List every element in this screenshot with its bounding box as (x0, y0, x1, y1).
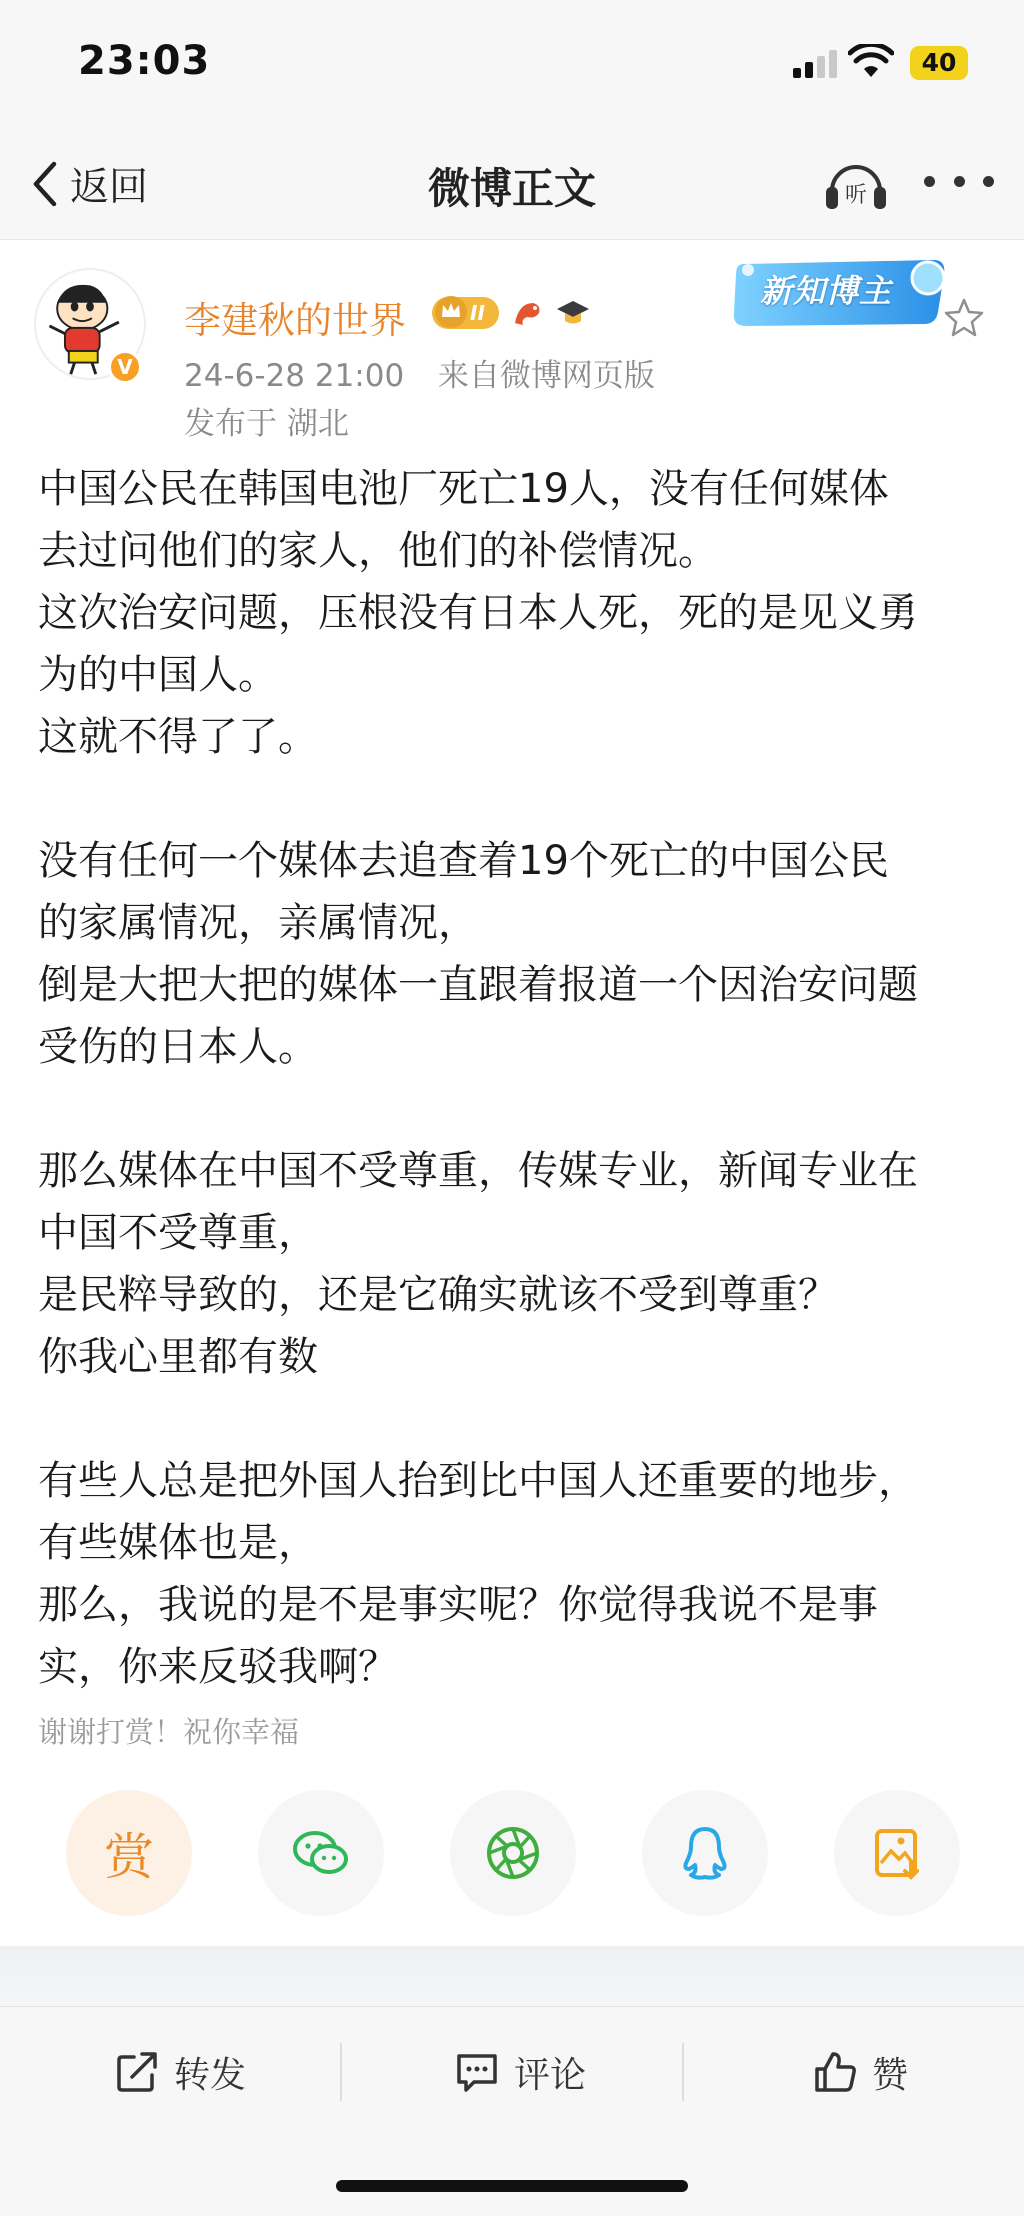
share-moments-button[interactable] (450, 1790, 576, 1916)
level-badge[interactable] (432, 297, 499, 329)
comment-label: 评论 (513, 2054, 586, 2096)
author-name[interactable]: 李建秋的世界 (184, 299, 406, 342)
like-label: 赞 (871, 2054, 908, 2096)
save-image-button[interactable] (834, 1790, 960, 1916)
share-wechat-button[interactable] (258, 1790, 384, 1916)
battery-indicator: 40 (910, 46, 968, 80)
dot-icon (983, 176, 994, 187)
post-text-line: 这就不得了了。 (38, 714, 318, 760)
post-location: 发布于 湖北 (184, 406, 349, 442)
post-source: 来自微博网页版 (437, 358, 655, 394)
section-separator (0, 1946, 1024, 2006)
dot-icon (924, 176, 935, 187)
status-time: 23:03 (78, 38, 211, 84)
share-row (0, 1790, 1024, 1920)
moments-aperture-icon (481, 1821, 545, 1885)
post-text-line: 中国不受尊重， (38, 1210, 318, 1256)
reward-label: 赏 (104, 1828, 154, 1886)
post-text-line: 是民粹导致的，还是它确实就该不受到尊重？ (38, 1272, 838, 1318)
post-text-line: 去过问他们的家人，他们的补偿情况。 (38, 528, 718, 574)
back-button[interactable] (28, 154, 148, 214)
post-datetime: 24-6-28 21:00 (184, 358, 405, 394)
tip-thanks-text: 谢谢打赏！祝你幸福 (38, 1715, 300, 1749)
thumbs-up-icon (812, 2049, 858, 2095)
post-body (38, 458, 998, 1698)
listen-icon-label: 听 (844, 183, 868, 208)
crown-icon (434, 293, 468, 329)
dot-icon (954, 176, 965, 187)
home-indicator[interactable] (336, 2180, 688, 2192)
author-badges (432, 294, 591, 332)
post-text-line: 的家属情况，亲属情况， (38, 900, 478, 946)
paragraph-gap (38, 768, 998, 830)
comment-button[interactable] (400, 2037, 640, 2107)
repost-label: 转发 (173, 2054, 246, 2096)
dragon-icon[interactable] (509, 295, 545, 331)
post-text-line: 没有任何一个媒体去追查着19个死亡的中国公民 (38, 838, 889, 884)
chevron-left-icon (28, 160, 62, 208)
post-text-line: 为的中国人。 (38, 652, 278, 698)
share-qq-button[interactable] (642, 1790, 768, 1916)
qq-penguin-icon (673, 1821, 737, 1885)
post-text-line: 受伤的日本人。 (38, 1024, 318, 1070)
post-text-line: 中国公民在韩国电池厂死亡19人，没有任何媒体 (38, 466, 889, 512)
graduation-cap-icon[interactable] (555, 295, 591, 331)
post-meta (184, 350, 655, 395)
save-image-icon (865, 1821, 929, 1885)
post-text-line: 有些人总是把外国人抬到比中国人还重要的地步， (38, 1458, 918, 1504)
back-label: 返回 (70, 165, 149, 210)
post-text-line: 倒是大把大把的媒体一直跟着报道一个因治安问题 (38, 962, 918, 1008)
post-text-line: 有些媒体也是， (38, 1520, 318, 1566)
paragraph-gap (38, 1388, 998, 1450)
more-options-button[interactable] (924, 176, 994, 196)
listen-button[interactable] (822, 155, 890, 215)
post-text-line: 你我心里都有数 (38, 1334, 318, 1380)
wifi-icon (848, 44, 894, 80)
divider (682, 2043, 684, 2101)
reward-button[interactable] (66, 1790, 192, 1916)
post-text-line: 那么媒体在中国不受尊重，传媒专业，新闻专业在 (38, 1148, 918, 1194)
favorite-star-icon[interactable] (942, 296, 986, 340)
level-badge-label: II (470, 301, 485, 325)
wechat-icon (289, 1821, 353, 1885)
verified-badge-icon: V (108, 350, 142, 384)
paragraph-gap (38, 1078, 998, 1140)
cellular-signal-icon (793, 48, 837, 78)
divider (340, 2043, 342, 2101)
like-button[interactable] (740, 2037, 980, 2107)
post-text-line: 那么，我说的是不是事实呢？你觉得我说不是事 (38, 1582, 878, 1628)
repost-button[interactable] (60, 2037, 300, 2107)
comment-icon (454, 2049, 500, 2095)
post-text-line: 这次治安问题，压根没有日本人死，死的是见义勇 (38, 590, 918, 636)
nav-bar (0, 130, 1024, 240)
status-bar (0, 0, 1024, 130)
repost-icon (114, 2049, 160, 2095)
post-text-line: 实，你来反驳我啊？ (38, 1644, 398, 1690)
new-blogger-badge-label: 新知博主 (760, 272, 893, 310)
page-title: 微博正文 (427, 164, 596, 213)
